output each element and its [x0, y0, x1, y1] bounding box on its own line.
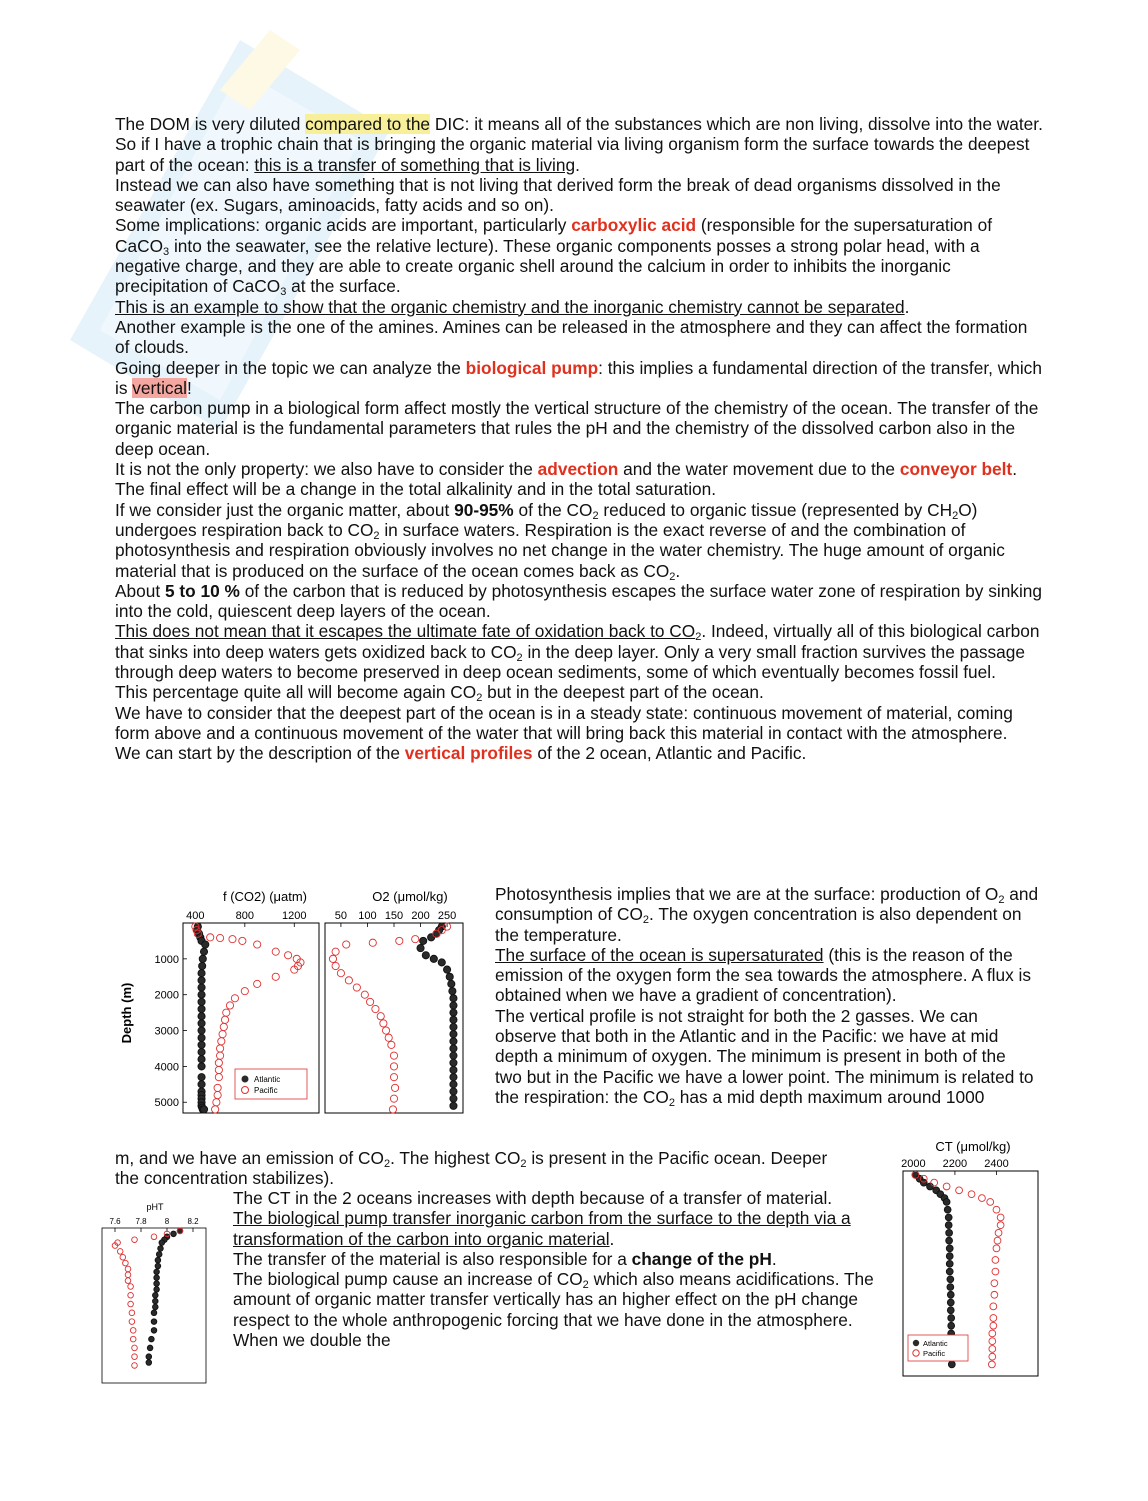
fco2-title: f (CO2) (μatm) [222, 889, 308, 904]
pacific-point [215, 1074, 222, 1081]
pacific-point [997, 1222, 1004, 1229]
pacific-point [989, 1346, 996, 1353]
pacific-point [990, 1315, 997, 1322]
atlantic-point [920, 1179, 927, 1186]
pacific-point [215, 1066, 222, 1073]
atlantic-point [430, 955, 437, 962]
pacific-point [994, 1237, 1001, 1244]
atlantic-point [200, 1106, 207, 1113]
main-text [115, 114, 1045, 764]
atlantic-point [151, 1310, 157, 1316]
pacific-point [391, 1084, 398, 1091]
atlantic-point [198, 1081, 205, 1088]
pacific-point [987, 1199, 994, 1206]
atlantic-point [198, 977, 205, 984]
paragraph-implications: Some implications: organic acids are important, particularly carboxylic acid (responsible for the supersaturation of CaCO$_3$ into the seawater, see the relative lecture). These organic components posses a strong polar head, with a negative charge, and they are able to create organic shell around the calcium in order to inhibits the inorganic precipitation of CaCO$_3$ at the surface. [115, 215, 992, 299]
paragraph-carbon-pump: The carbon pump in a biological form affect mostly the vertical structure of the chemistry of the ocean. The transfer of the organic material is the fundamental parameters that rules the pH and the chemistry of the dissolved carbon also in the deep ocean. [115, 398, 1039, 459]
paragraph-vertical-profile: The vertical profile is not straight for both the 2 gasses. We can observe that both in the Atlantic and in the Pacific: we have at mid depth a minimum of oxygen. The minimum is present in both of the two but in the Pacific we have a lower point. The minimum is related to the respiration: the $CO_2$ has a mid depth maximum around 1000 [495, 1005, 1034, 1109]
xtick-label: 150 [384, 910, 404, 922]
pacific-point [254, 980, 261, 987]
pacific-point [396, 937, 403, 944]
atlantic-point [446, 973, 453, 980]
ytick-label: 3000 [154, 1025, 179, 1038]
pacific-point [223, 1009, 230, 1016]
atlantic-point [946, 1237, 953, 1244]
atlantic-point [450, 1088, 457, 1095]
pacific-point [372, 1005, 379, 1012]
pacific-point [979, 1195, 986, 1202]
xtick-label: 400 [186, 910, 205, 922]
pacific-point [216, 1052, 223, 1059]
pacific-point [241, 988, 248, 995]
atlantic-point [154, 1281, 160, 1287]
atlantic-point [198, 1074, 205, 1081]
paragraph-dom: The DOM is very diluted compared to the DIC: it means all of the substances which are non living, dissolve into the water. [115, 114, 1043, 134]
pacific-point [988, 1361, 995, 1368]
atlantic-point [450, 1023, 457, 1030]
atlantic-point [146, 1360, 152, 1366]
paragraph-percentage: This percentage quite all will become again $CO_2$ but in the deepest part of the ocean. [115, 682, 764, 705]
xtick-label: 800 [235, 910, 254, 922]
middle-column-text [233, 1188, 883, 1350]
chart-ph [100, 1198, 210, 1386]
pacific-point [995, 1229, 1002, 1236]
ytick-label: 4000 [154, 1061, 179, 1074]
xtick-label: 7.6 [109, 1217, 121, 1226]
pacific-point [128, 1292, 134, 1298]
chart-fco2-o2 [115, 885, 475, 1125]
atlantic-point [450, 1095, 457, 1102]
ytick-label: 5000 [154, 1097, 179, 1110]
paragraph-transfer-inorganic: The biological pump transfer inorganic carbon from the surface to the depth via a transformation of the carbon into organic material. [233, 1208, 851, 1249]
atlantic-point [198, 998, 205, 1005]
atlantic-point [155, 1263, 161, 1269]
pacific-point [221, 1016, 228, 1023]
pacific-point [380, 1020, 387, 1027]
pacific-point [231, 995, 238, 1002]
atlantic-point [946, 1253, 953, 1260]
ytick-label: 1000 [154, 953, 179, 966]
paragraph-amines: Another example is the one of the amines. Amines can be released in the atmosphere and they can affect the formation of clouds. [115, 316, 1028, 358]
atlantic-point [450, 1031, 457, 1038]
ct-legend-pacific-label: Pacific [923, 1349, 946, 1358]
pacific-point [130, 1328, 136, 1334]
pacific-point [125, 1272, 131, 1278]
paragraph-organic-matter: If we consider just the organic matter, about 90-95% of the $CO_2$ reduced to organic tissue (represented by $CH_2O$) undergoes respiration back to $CO_2$ in surface waters. Respiration is the exact reverse of and the combination of photosynthesis and respiration obviously involves no net change in the water chemistry. The huge amount of organic material that is produced on the surface of the ocean comes back as $CO_2$. [115, 499, 1005, 583]
xtick-label: 8.2 [187, 1217, 199, 1226]
atlantic-point [153, 1304, 159, 1310]
pacific-point [353, 984, 360, 991]
pacific-point [284, 952, 291, 959]
pacific-point [989, 1353, 996, 1360]
pacific-point [997, 1214, 1004, 1221]
paragraph-acidification: The biological pump cause an increase of $CO_2$ which also means acidifications. The amount of organic matter transfer vertically has an higher effect on the pH change respect to the whole anthropogenic forcing that we have done in the atmosphere. When we double the [233, 1269, 874, 1351]
xtick-label: 100 [358, 910, 377, 922]
pacific-point [361, 991, 368, 998]
atlantic-point [198, 1005, 205, 1012]
o2-title: O2 (μmol/kg) [372, 889, 448, 904]
pacific-point [382, 1027, 389, 1034]
paragraph-oxidation: This does not mean that it escapes the ultimate fate of oxidation back to $CO_2$. Indeed, virtually all of this biological carbon that sinks into deep waters gets oxidized back to $CO_2$ in the deep layer. Only a very small fraction survives the passage through deep waters to become preserved in deep ocean sediments, some of which eventually becomes fossil fuel. [115, 621, 1040, 683]
atlantic-point [153, 1298, 159, 1304]
atlantic-point [149, 1336, 155, 1342]
pacific-point [125, 1278, 131, 1284]
pacific-point [226, 1002, 233, 1009]
xtick-label: 250 [437, 910, 457, 922]
legend-pacific-label: Pacific [254, 1086, 278, 1095]
pacific-point [128, 1301, 134, 1307]
pacific-point [345, 977, 352, 984]
atlantic-point [945, 1222, 952, 1229]
paragraph-biological-pump: Going deeper in the topic we can analyze the biological pump: this implies a fundamental direction of the transfer, which is vertical! [115, 357, 1042, 398]
atlantic-point [198, 1056, 205, 1063]
atlantic-point [450, 995, 457, 1002]
pacific-point [390, 1095, 397, 1102]
atlantic-point [202, 941, 209, 948]
pacific-point [130, 1336, 136, 1342]
legend-atlantic-label: Atlantic [254, 1075, 281, 1084]
atlantic-point [946, 1229, 953, 1236]
atlantic-point [199, 955, 206, 962]
atlantic-point [198, 1020, 205, 1027]
paragraph-photosynthesis: Photosynthesis implies that we are at the surface: production of $O_2$ and consumption of $CO_2$. The oxygen concentration is also dependent on the temperature. [495, 884, 1039, 945]
pacific-point [337, 970, 344, 977]
pacific-point [367, 998, 374, 1005]
chart-ct [898, 1135, 1048, 1380]
atlantic-point [154, 1275, 160, 1281]
atlantic-point [946, 1268, 953, 1275]
pacific-point [219, 1031, 226, 1038]
atlantic-point [198, 1027, 205, 1034]
pacific-point [389, 1106, 396, 1113]
pacific-point [272, 973, 279, 980]
legend-atlantic-marker [242, 1076, 249, 1083]
paragraph-advection: It is not the only property: we also have to consider the advection and the water movement due to the conveyor belt. [115, 459, 1018, 480]
atlantic-point [198, 1041, 205, 1048]
pacific-point [992, 1268, 999, 1275]
ct-title: CT (μmol/kg) [935, 1139, 1011, 1154]
pacific-point [214, 1091, 221, 1098]
pacific-point [989, 1330, 996, 1337]
pacific-point [990, 1322, 997, 1329]
atlantic-point [947, 1276, 954, 1283]
paragraph-emission: m, and we have an emission of $CO_2$. The highest $CO_2$ is present in the Pacific ocean. Deeper the concentration stabilizes). [115, 1148, 828, 1189]
xtick-label: 50 [334, 910, 348, 922]
atlantic-point [198, 1063, 205, 1070]
atlantic-point [153, 1292, 159, 1298]
ytick-label: 2000 [154, 989, 179, 1002]
atlantic-point [420, 937, 427, 944]
pacific-point [968, 1191, 975, 1198]
ph-title: pHT [146, 1202, 164, 1212]
atlantic-point [948, 1315, 955, 1322]
pacific-point [990, 1303, 997, 1310]
atlantic-point [946, 1260, 953, 1267]
atlantic-point [945, 1214, 952, 1221]
atlantic-point [199, 962, 206, 969]
atlantic-point [947, 1291, 954, 1298]
paragraph-vertical-profiles: We can start by the description of the vertical profiles of the 2 ocean, Atlantic and Pacific. [115, 743, 807, 764]
atlantic-point [158, 1246, 164, 1252]
atlantic-point [156, 1252, 162, 1258]
atlantic-point [198, 1034, 205, 1041]
atlantic-point [450, 1066, 457, 1073]
xtick-label: 8 [164, 1217, 170, 1226]
xtick-label: 200 [411, 910, 430, 922]
pacific-point [216, 1045, 223, 1052]
pacific-point [991, 1280, 998, 1287]
pacific-point [128, 1284, 134, 1290]
atlantic-point [450, 1102, 457, 1109]
pacific-point [216, 934, 223, 941]
pacific-point [329, 955, 336, 962]
atlantic-point [943, 1199, 950, 1206]
atlantic-point [147, 1345, 153, 1351]
atlantic-point [450, 1009, 457, 1016]
paragraph-steady-state: We have to consider that the deepest part of the ocean is in a steady state: continuous movement of material, coming form above and a continuous movement of the water that will bring back this material in contact with the atmosphere. [115, 702, 1013, 743]
pacific-point [132, 1354, 138, 1360]
atlantic-point [159, 1240, 165, 1246]
atlantic-point [450, 1081, 457, 1088]
right-column-text [495, 884, 1040, 1107]
atlantic-point [428, 934, 435, 941]
paragraph-escape: About 5 to 10 % of the carbon that is reduced by photosynthesis escapes the surface water zone of respiration by sinking into the cold, quiescent deep layers of the ocean. [115, 580, 1043, 622]
atlantic-point [151, 1319, 157, 1325]
pacific-point [239, 937, 246, 944]
pacific-point [343, 941, 350, 948]
atlantic-point [947, 1299, 954, 1306]
pacific-point [992, 1257, 999, 1264]
xtick-label: 1200 [282, 910, 307, 922]
atlantic-point [443, 966, 450, 973]
pacific-point [412, 936, 419, 943]
xtick-label: 2200 [942, 1158, 968, 1170]
pacific-point [132, 1363, 138, 1369]
pacific-point [229, 936, 236, 943]
atlantic-point [944, 1206, 951, 1213]
depth-axis-label: Depth (m) [119, 982, 134, 1044]
atlantic-point [438, 959, 445, 966]
atlantic-point [146, 1354, 152, 1360]
atlantic-point [155, 1257, 161, 1263]
atlantic-point [417, 944, 424, 951]
atlantic-point [154, 1269, 160, 1275]
paragraph-final-effect: The final effect will be a change in the total alkalinity and in the total saturation. [115, 479, 717, 500]
ct-legend-atlantic-marker [913, 1340, 919, 1346]
atlantic-point [198, 970, 205, 977]
paragraph-example: This is an example to show that the organic chemistry and the inorganic chemistry cannot be separated. [115, 296, 910, 317]
atlantic-point [198, 984, 205, 991]
pacific-point [993, 1245, 1000, 1252]
pacific-point [212, 1106, 219, 1113]
atlantic-point [947, 1284, 954, 1291]
atlantic-point [200, 948, 207, 955]
atlantic-point [171, 1231, 177, 1237]
pacific-point [956, 1187, 963, 1194]
pacific-point [332, 962, 339, 969]
atlantic-point [151, 1328, 157, 1334]
pacific-point [385, 1034, 392, 1041]
pacific-point [993, 1206, 1000, 1213]
pacific-point [390, 1074, 397, 1081]
pacific-point [214, 1084, 221, 1091]
pacific-point [207, 934, 214, 941]
pacific-point [151, 1234, 157, 1240]
atlantic-point [450, 1074, 457, 1081]
pacific-point [332, 948, 339, 955]
pacific-point [943, 1183, 950, 1190]
atlantic-point [198, 991, 205, 998]
atlantic-point [422, 952, 429, 959]
pacific-point [213, 1099, 220, 1106]
atlantic-point [448, 980, 455, 987]
atlantic-point [450, 1045, 457, 1052]
paragraph-supersaturated: The surface of the ocean is supersaturated (this is the reason of the emission of the oxygen form the sea towards the atmosphere. A flux is obtained when we have a gradient of concentration). [495, 944, 1031, 1006]
pacific-point [117, 1249, 123, 1255]
ct-legend-atlantic-label: Atlantic [923, 1339, 948, 1348]
pacific-point [991, 1291, 998, 1298]
pacific-point [390, 1063, 397, 1070]
pacific-point [369, 939, 376, 946]
paragraph-ct: The CT in the 2 oceans increases with depth because of a transfer of material. [233, 1188, 833, 1208]
pacific-point [129, 1310, 135, 1316]
pacific-point [390, 1052, 397, 1059]
atlantic-point [449, 988, 456, 995]
atlantic-point [450, 1016, 457, 1023]
pacific-point [377, 1013, 384, 1020]
pacific-point [931, 1179, 938, 1186]
atlantic-point [450, 1002, 457, 1009]
pacific-point [254, 941, 261, 948]
pacific-point [125, 1266, 131, 1272]
atlantic-point [450, 1038, 457, 1045]
pacific-point [123, 1260, 129, 1266]
xtick-label: 7.8 [135, 1217, 147, 1226]
pacific-point [989, 1338, 996, 1345]
pacific-point [120, 1254, 126, 1260]
paragraph-trophic-chain: So if I have a trophic chain that is bringing the organic material via living organism form the surface towards the deepest part of the ocean: this is a transfer of something that is living. [115, 134, 1030, 175]
pacific-point [215, 1059, 222, 1066]
pacific-point [220, 1023, 227, 1030]
atlantic-point [450, 1052, 457, 1059]
pacific-point [132, 1237, 138, 1243]
atlantic-point [947, 1307, 954, 1314]
xtick-label: 2400 [984, 1158, 1009, 1170]
atlantic-point [948, 1322, 955, 1329]
atlantic-point [154, 1287, 160, 1293]
pacific-point [132, 1345, 138, 1351]
pacific-point [129, 1319, 135, 1325]
paragraph-ph-change: The transfer of the material is also responsible for a change of the pH. [233, 1248, 777, 1269]
atlantic-point [450, 1059, 457, 1066]
atlantic-point [946, 1245, 953, 1252]
atlantic-point [198, 1048, 205, 1055]
atlantic-point [948, 1361, 955, 1368]
paragraph-dissolved: Instead we can also have something that is not living that derived form the break of dead organisms dissolved in the seawater (ex. Sugars, aminoacids, fatty acids and so on). [115, 174, 1001, 216]
atlantic-point [927, 1183, 934, 1190]
pacific-point [272, 948, 279, 955]
pacific-point [218, 1038, 225, 1045]
xtick-label: 2000 [901, 1158, 926, 1170]
pacific-point [388, 1041, 395, 1048]
atlantic-point [198, 1013, 205, 1020]
